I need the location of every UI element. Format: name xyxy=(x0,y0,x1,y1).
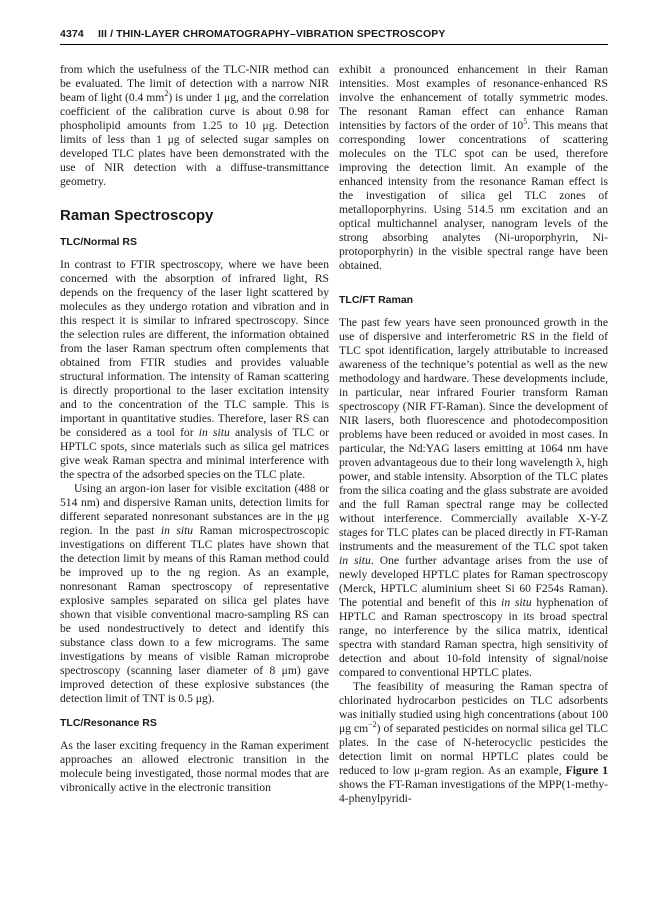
paragraph-resonance-cont: exhibit a pronounced enhancement in their Raman intensities. Most examples of resonance-enhanced RS involve the enhancement of totally symmetric modes. The resonant Raman effect can enhance Raman intensities by factors of the order of $10^5$. This means that corresponding lower concentrations of scattering molecules on the TLC spot can be used, therefore improving the detection limit. An example of the enhanced intensity from the resonance Raman effect is the investigation of silica gel TLC zones of metalloporphyrins. Using 514.5 nm excitation and an optical multichannel analyser, nanogram levels of the strong absorbing analytes (Ni-uroporphyrin, Ni-protoporphyrin) in the visible spectral range have been obtained. xyxy=(339,63,608,272)
running-title: III / THIN-LAYER CHROMATOGRAPHY–VIBRATION SPECTROSCOPY xyxy=(98,28,446,40)
figure-reference[interactable]: Figure 1 xyxy=(565,764,609,777)
paragraph-normal-rs: In contrast to FTIR spectroscopy, where we have been concerned with the absorption of infrared light, RS depends on the frequency of the laser light scattered by molecules as they undergo rotation and vibration and in this respect it is similar to infrared spectroscopy. Since the selection rules are different, the information obtained from the laser Raman spectrum often complements that obtained from FTIR studies and provides valuable structural information. The intensity of Raman scattering is directly proportional to the laser excitation intensity and to the concentration of the TLC sample. This is important in quantitative studies. Therefore, laser RS can be considered as a tool for in situ analysis of TLC or HPTLC spots, since materials such as silica gel matrices give weak Raman spectra and minimal interference with the spectra of the adsorbed species on the TLC plate. xyxy=(60,258,329,481)
left-column xyxy=(60,63,329,795)
header-rule xyxy=(60,44,608,45)
paragraph-argon: Using an argon-ion laser for visible excitation (488 or 514 nm) and dispersive Raman units, detection limits for different separated nonresonant substances are in the μg region. In the past in situ Raman microspectroscopic investigations on different TLC plates have shown that the detection limit by means of this Raman method could be improved up to the ng region. As an example, nonresonant Raman spectroscopy of representative explosive samples separated on silica gel plates have shown that visible conventional macro-sampling RS can be used nondestructively to detect and identify this substance class down to a few micrograms. The same investigations by means of visible Raman microprobe spectroscopy (scanning laser diameter of 8 μm) gave improved detection of these explosive substances (the detection limit of TNT is 0.5 μg). xyxy=(60,482,329,705)
subheading-ft-raman: TLC/FT Raman xyxy=(339,294,414,306)
paragraph-feasibility: The feasibility of measuring the Raman spectra of chlorinated hydrocarbon pesticides on TLC adsorbents was initially studied using high concentrations (about 100 μg $cm^{-2}$) of separated pesticides on normal silica gel TLC plates. In the case of N-heterocyclic pesticides the detection limit on normal HPTLC plates could be reduced to low μ-gram region. As an example, Figure 1 shows the FT-Raman investigations of the MPP(1-methy-4-phenylpyridi- xyxy=(339,680,609,805)
paragraph-resonance: As the laser exciting frequency in the Raman experiment approaches an allowed electronic transition in the molecule being investigated, those normal modes that are vibronically active in the electronic transition xyxy=(60,739,329,794)
subheading-resonance-rs: TLC/Resonance RS xyxy=(60,717,157,729)
paragraph-ft-raman: The past few years have seen pronounced growth in the use of dispersive and interferometric RS in the field of TLC spot identification, largely attributable to increased awareness of the technique’s potential as well as the new methodology and hardware. These developments include, in particular, near infrared Fourier transform Raman spectroscopy (NIR FT-Raman). Since the development of NIR lasers, both fluorescence and photodecomposition problems have been reduced or avoided in most cases. In particular, the Nd:YAG lasers emitting at 1064 nm have proven advantageous due to their long wavelength λ, high power, and stable intensity. Absorption of the TLC plates from the silica coating and the glass substrate are avoided and the full Raman spectral range may be collected without interference. Commercially available X-Y-Z stages for TLC plates can be placed directly in FT-Raman instruments and the measurement of the TLC spot taken in situ. One further advantage arises from the use of newly developed HPTLC plates for Raman spectroscopy (Merck, HPTLC aluminium sheet Si 60 F254s Raman). The potential and benefit of this in situ hyphenation of HPTLC and Raman spectroscopy in its broad spectral range, no interference by the silica matrix, identical spectra with standard Raman spectra, high sensitivity of detection and about 10-fold intensity of signal/noise compared to conventional HPTLC plates. xyxy=(339,316,609,679)
right-column xyxy=(339,63,608,806)
section-heading-raman: Raman Spectroscopy xyxy=(60,207,214,224)
subheading-normal-rs: TLC/Normal RS xyxy=(60,236,138,248)
page-number: 4374 xyxy=(60,28,84,40)
paragraph-intro: from which the usefulness of the TLC-NIR method can be evaluated. The limit of detection with a narrow NIR beam of light (0.4 $mm^2$) is under 1 μg, and the correlation coefficient of the calibration curve is about 0.98 for phospholipid amounts from 1.25 to 10 μg. Detection limits of less than 1 μg of selected sugar samples on developed TLC plates have been demonstrated with the use of NIR detection with a diffuse-transmittance geometry. xyxy=(60,63,329,188)
